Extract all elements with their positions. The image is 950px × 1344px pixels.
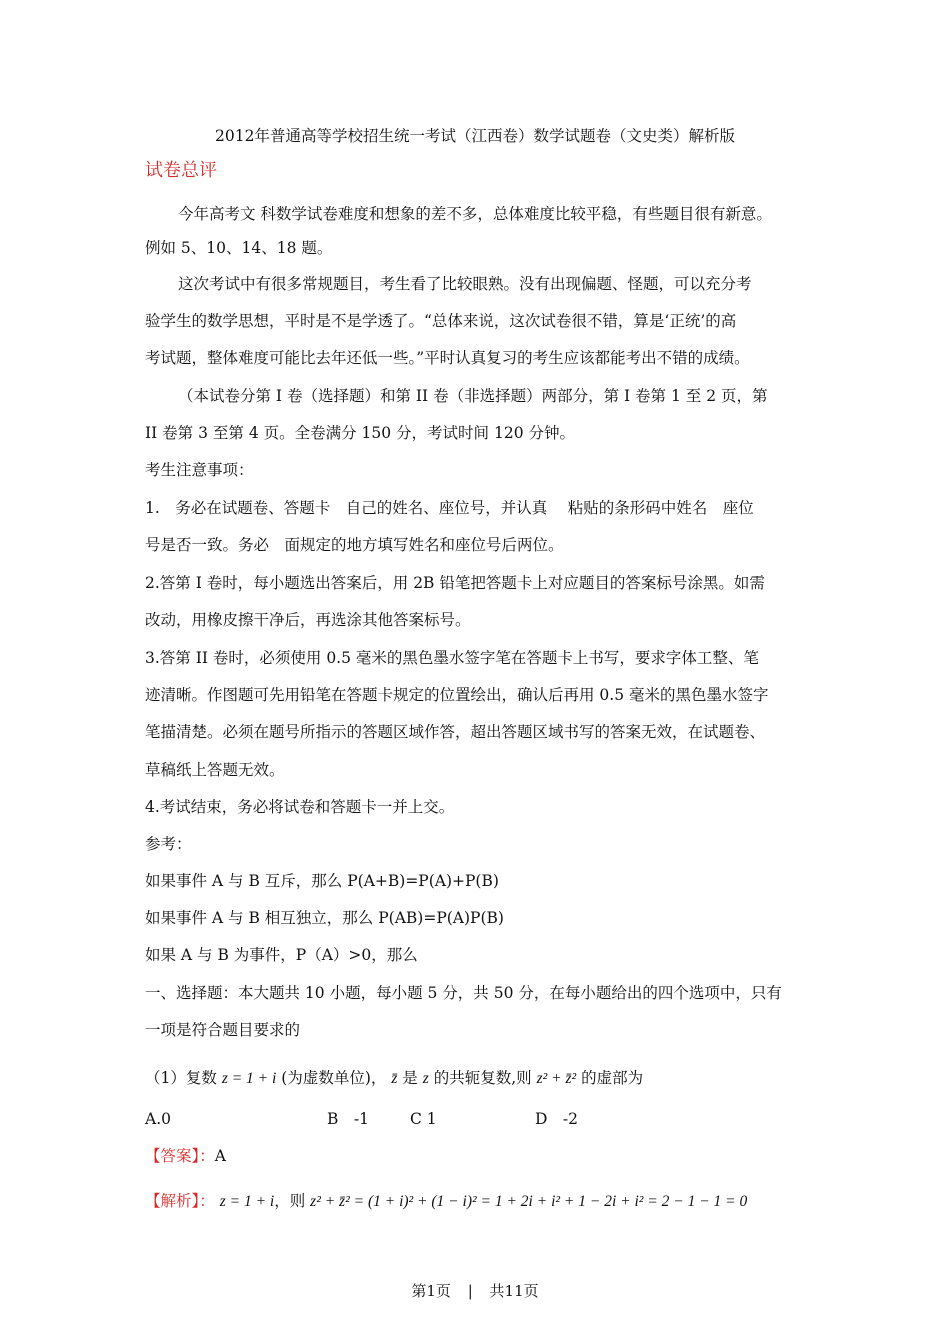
answer-tag: 【答案】： xyxy=(145,1147,215,1165)
notice-line: 草稿纸上答题无效。 xyxy=(145,761,285,779)
analysis-separator: ，则 xyxy=(274,1192,306,1210)
paragraph-line: 验学生的数学思想，平时是不是学透了。“总体来说，这次试卷很不错，算是‘正统’的高 xyxy=(145,312,737,330)
option-a: A.0 xyxy=(145,1110,171,1128)
reference-line: 如果事件 A 与 B 互斥，那么 P(A+B)=P(A)+P(B) xyxy=(145,872,499,890)
paragraph-line: 今年高考文 科数学试卷难度和想象的差不多，总体难度比较平稳，有些题目很有新意。 xyxy=(178,205,772,223)
part-heading-line: 一、选择题：本大题共 10 小题，每小题 5 分，共 50 分，在每小题给出的四个选项中，只有 xyxy=(145,984,782,1002)
page-number: 第1页 xyxy=(411,1282,451,1300)
variable-z: z xyxy=(422,1070,429,1087)
notice-line: 4.考试结束，务必将试卷和答题卡一并上交。 xyxy=(145,798,455,816)
notice-line: 改动，用橡皮擦干净后，再选涂其他答案标号。 xyxy=(145,611,471,629)
footer-separator: | xyxy=(467,1282,473,1300)
paragraph-line: 例如 5、10、14、18 题。 xyxy=(145,239,333,257)
page-title: 2012年普通高等学校招生统一考试（江西卷）数学试题卷（文史类）解析版 xyxy=(215,127,735,145)
question-expression: z² + z̄² xyxy=(536,1070,577,1087)
answer-value: A xyxy=(214,1147,226,1165)
question-text: (为虚数单位)， xyxy=(281,1069,387,1087)
analysis-line xyxy=(145,1190,810,1213)
conjugate-z: z̄ xyxy=(391,1070,398,1087)
part-heading-line: 一项是符合题目要求的 xyxy=(145,1021,301,1039)
option-b: B -1 xyxy=(327,1110,369,1128)
complex-z-definition: z = 1 + i xyxy=(221,1070,277,1087)
option-c: C 1 xyxy=(410,1110,437,1128)
page-total: 共11页 xyxy=(489,1282,539,1300)
paragraph-line: 考试题，整体难度可能比去年还低一些。”平时认真复习的考生应该都能考出不错的成绩。 xyxy=(145,349,750,367)
paragraph-line: II 卷第 3 至第 4 页。全卷满分 150 分，考试时间 120 分钟。 xyxy=(145,424,575,442)
reference-line: 如果事件 A 与 B 相互独立，那么 P(AB)=P(A)P(B) xyxy=(145,909,504,927)
reference-heading: 参考： xyxy=(145,835,192,853)
option-d: D -2 xyxy=(535,1110,579,1128)
question-prefix: （1）复数 xyxy=(145,1069,217,1087)
notice-line: 3.答第 II 卷时，必须使用 0.5 毫米的黑色墨水签字笔在答题卡上书写，要求字体工整、笔 xyxy=(145,649,759,667)
reference-line: 如果 A 与 B 为事件，P（A）>0，那么 xyxy=(145,946,418,964)
notice-line: 1. 务必在试题卷、答题卡 自己的姓名、座位号，并认真 粘贴的条形码中姓名 座位 xyxy=(145,499,754,517)
notice-line: 号是否一致。务必 面规定的地方填写姓名和座位号后两位。 xyxy=(145,536,564,554)
notice-heading: 考生注意事项： xyxy=(145,461,254,479)
question-text: 是 xyxy=(402,1069,418,1087)
question-text: 的共轭复数,则 xyxy=(433,1069,532,1087)
analysis-expression: z² + z̄² = (1 + i)² + (1 − i)² = 1 + 2i + i² + 1 − 2i + i² = 2 − 1 − 1 = 0 xyxy=(310,1193,748,1210)
notice-line: 迹清晰。作图题可先用铅笔在答题卡规定的位置绘出，确认后再用 0.5 毫米的黑色墨水签字 xyxy=(145,686,769,704)
paragraph-line: （本试卷分第 I 卷（选择题）和第 II 卷（非选择题）两部分，第 I 卷第 1 至 2 页，第 xyxy=(178,387,768,405)
page-footer xyxy=(0,1280,950,1301)
question-1 xyxy=(145,1067,810,1090)
paragraph-line: 这次考试中有很多常规题目，考生看了比较眼熟。没有出现偏题、怪题，可以充分考 xyxy=(178,275,752,293)
analysis-tag: 【解析】： xyxy=(145,1192,215,1210)
notice-line: 2.答第 I 卷时，每小题选出答案后，用 2B 铅笔把答题卡上对应题目的答案标号涂黑。如需 xyxy=(145,574,765,592)
answer-line xyxy=(145,1145,810,1167)
notice-line: 笔描清楚。必须在题号所指示的答题区域作答，超出答题区域书写的答案无效，在试题卷、 xyxy=(145,723,766,741)
section-heading: 试卷总评 xyxy=(145,160,217,181)
analysis-z: z = 1 + i xyxy=(219,1193,275,1210)
question-text: 的虚部为 xyxy=(581,1069,644,1087)
